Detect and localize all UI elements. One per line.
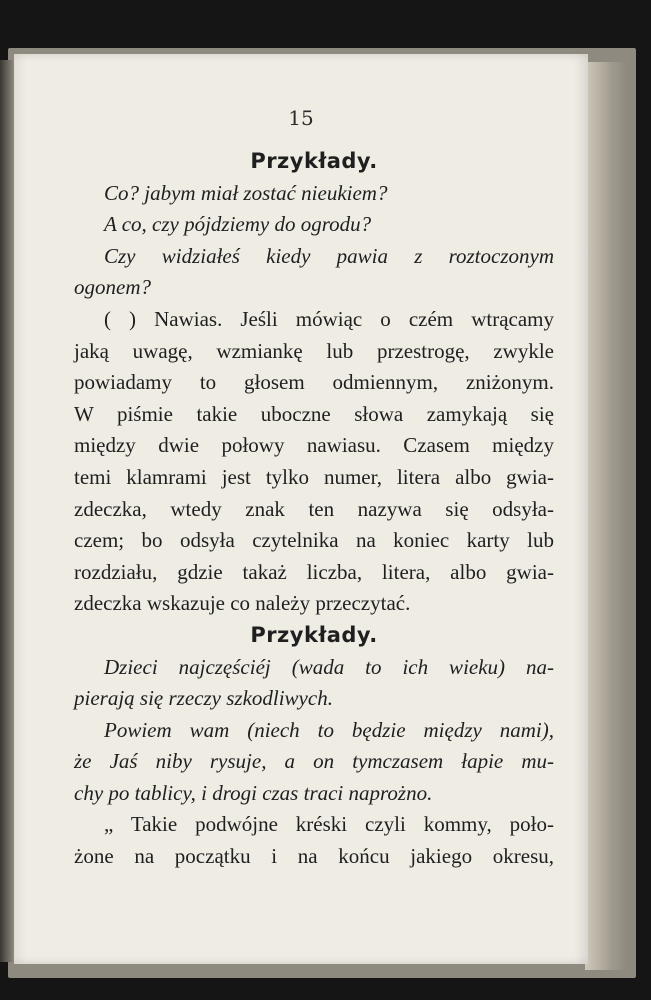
paragraph-line: zdeczka, wtedy znak ten nazywa się odsyła- — [74, 496, 554, 521]
example-line: Powiem wam (niech to będzie między nami), — [104, 717, 554, 742]
example-line: ogonem? — [74, 275, 151, 300]
page-number: 15 — [288, 106, 314, 130]
example-line: pierają się rzeczy szkodliwych. — [74, 686, 333, 711]
paragraph-line: ( ) Nawias. Jeśli mówiąc o czém wtrącamy — [104, 306, 554, 331]
example-line: Czy widziałeś kiedy pawia z roztoczonym — [104, 243, 554, 268]
paragraph-line: jaką uwagę, wzmiankę lub przestrogę, zwykle — [74, 338, 554, 363]
example-line: A co, czy pójdziemy do ogrodu? — [104, 212, 372, 237]
paragraph-line: W piśmie takie uboczne słowa zamykają się — [74, 401, 554, 426]
paragraph-line: zdeczka wskazuje co należy przeczytać. — [74, 591, 411, 616]
example-line: chy po tablicy, i drogi czas traci naprożno. — [74, 780, 433, 805]
example-line: że Jaś niby rysuje, a on tymczasem łapie mu- — [74, 749, 554, 774]
heading-examples-1: Przykłady. — [250, 149, 378, 173]
paragraph-line: żone na początku i na końcu jakiego okresu, — [74, 844, 554, 869]
book-page — [14, 54, 588, 964]
paragraph-line: temi klamrami jest tylko numer, litera albo gwia- — [74, 464, 554, 489]
paragraph-line: rozdziału, gdzie takaż liczba, litera, albo gwia- — [74, 559, 554, 584]
paragraph-line: powiadamy to głosem odmiennym, zniżonym. — [74, 370, 554, 395]
paragraph-line: „ Takie podwójne kréski czyli kommy, poło- — [104, 812, 554, 837]
page-text — [74, 146, 554, 873]
page-stack-edge — [585, 62, 629, 970]
paragraph-line: czem; bo odsyła czytelnika na koniec karty lub — [74, 528, 554, 553]
heading-examples-2: Przykłady. — [250, 622, 378, 647]
example-line: Dzieci najczęściéj (wada to ich wieku) na- — [104, 654, 554, 679]
paragraph-line: między dwie połowy nawiasu. Czasem między — [74, 433, 554, 458]
example-line: Co? jabym miał zostać nieukiem? — [104, 180, 388, 205]
